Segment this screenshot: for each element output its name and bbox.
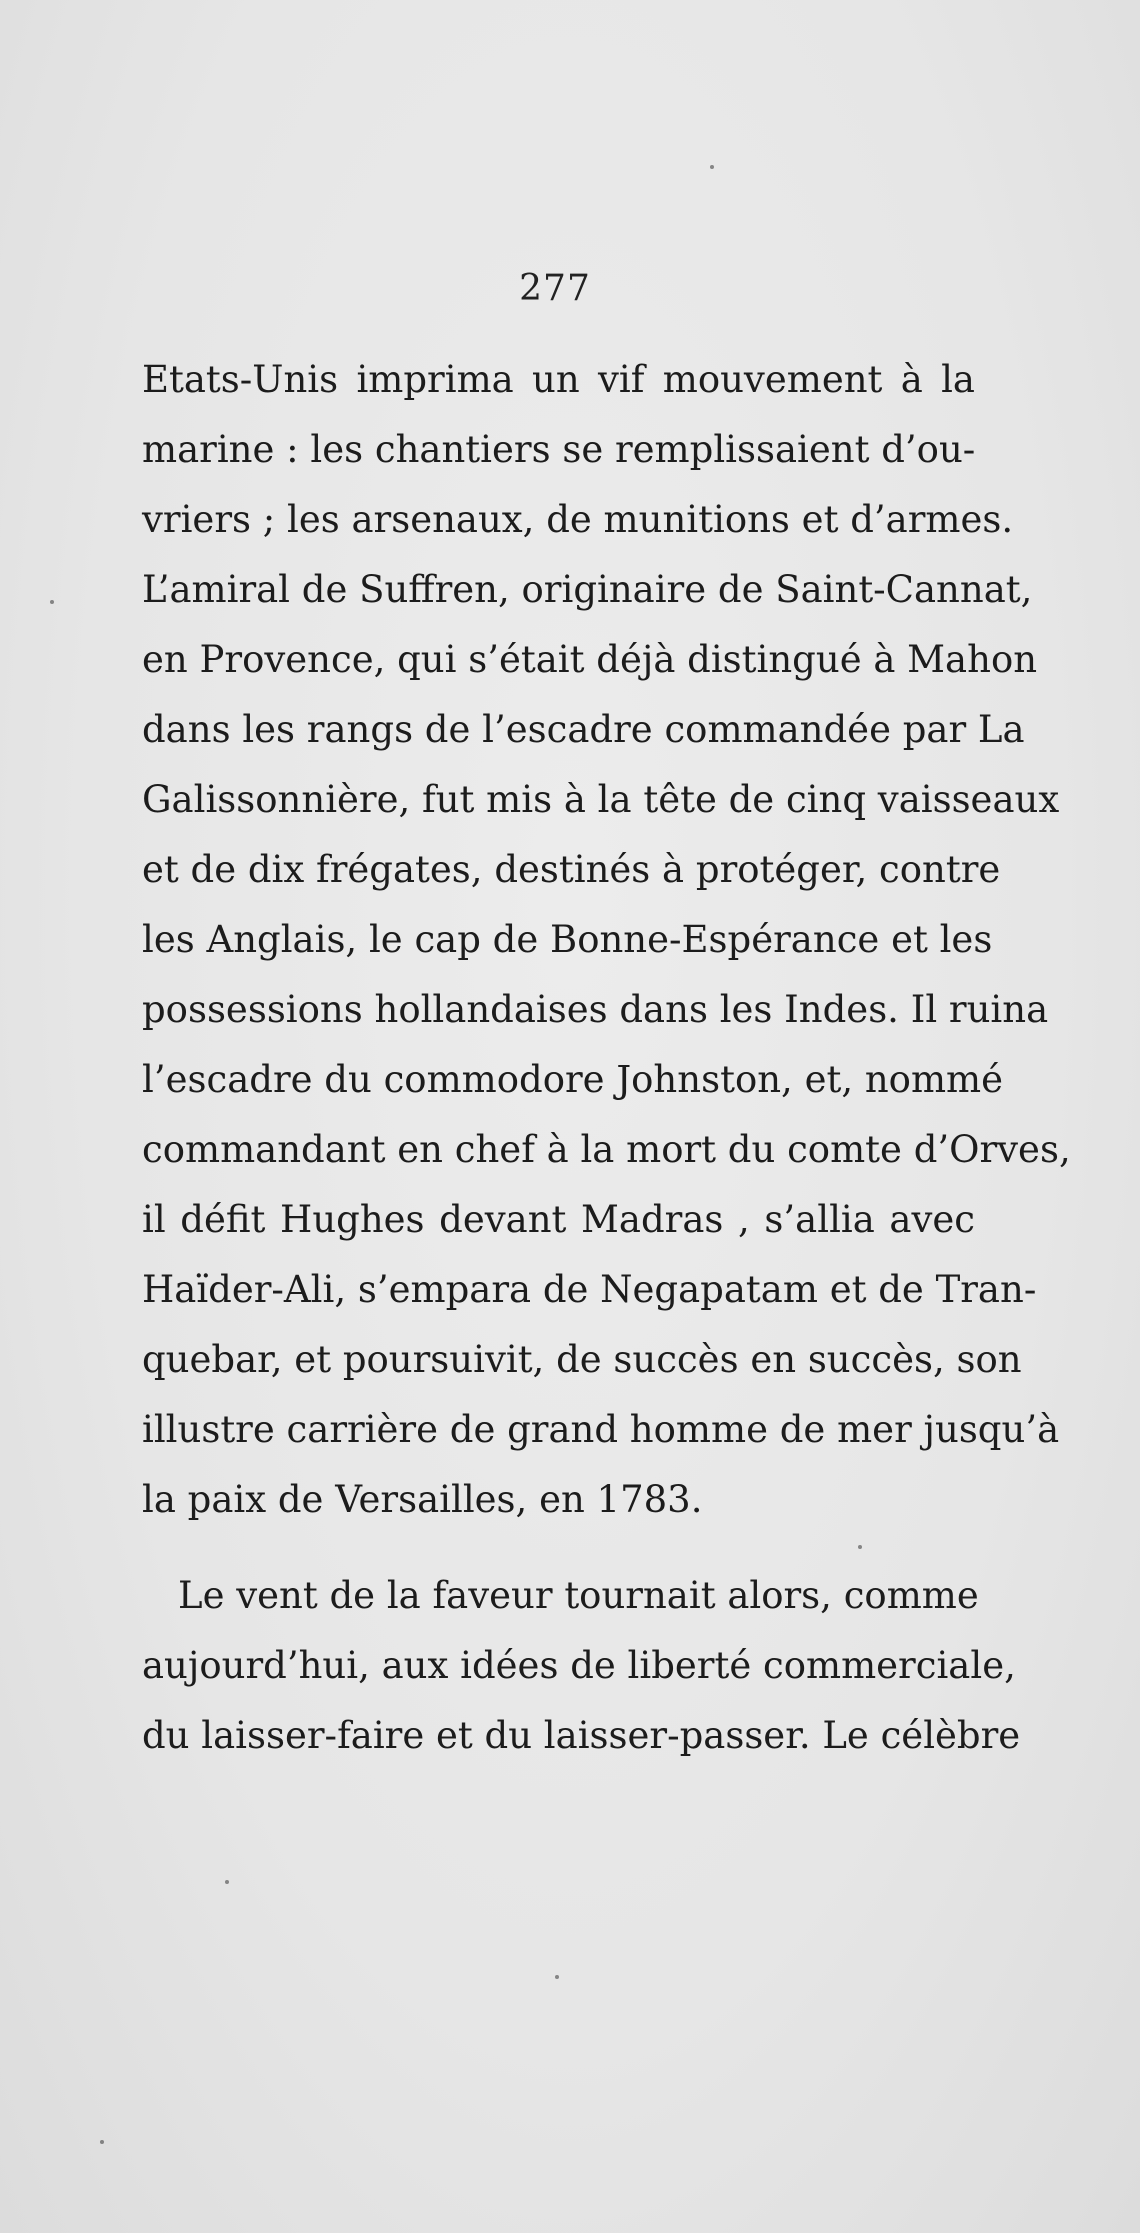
text-line: Etats-Unis imprima un vif mouvement à la [142,358,975,401]
text-line: et de dix frégates, destinés à protéger, contre [142,848,1001,891]
text-line: possessions hollandaises dans les Indes. Il ruina [142,988,1049,1031]
paper-speck [710,165,714,169]
text-line: il défit Hughes devant Madras , s’allia avec [142,1198,975,1241]
text-line: L’amiral de Suffren, originaire de Saint-Cannat, [142,568,1033,611]
text-line: illustre carrière de grand homme de mer jusqu’à [142,1408,1060,1451]
text-line: la paix de Versailles, en 1783. [142,1478,703,1521]
text-line: aujourd’hui, aux idées de liberté commerciale, [142,1644,1016,1687]
text-line: l’escadre du commodore Johnston, et, nommé [142,1058,1004,1101]
text-line: Le vent de la faveur tournait alors, comme [178,1574,979,1617]
text-line: du laisser-faire et du laisser-passer. Le célèbre [142,1714,1021,1757]
text-line: commandant en chef à la mort du comte d’Orves, [142,1128,1071,1171]
text-line: vriers ; les arsenaux, de munitions et d’armes. [142,498,1014,541]
paper-speck [555,1975,559,1979]
paragraph-gap [142,1535,975,1561]
text-line: en Provence, qui s’était déjà distingué à Mahon [142,638,1038,681]
text-line: dans les rangs de l’escadre commandée par La [142,708,1025,751]
text-line: Galissonnière, fut mis à la tête de cinq vaisseaux [142,778,1060,821]
paper-speck [50,600,54,604]
paper-speck [858,1545,862,1549]
body-text [142,345,1071,1771]
text-line: les Anglais, le cap de Bonne-Espérance et les [142,918,993,961]
paper-speck [225,1880,229,1884]
page-number: 277 [519,268,591,309]
paragraph-1 [142,345,1071,1535]
paragraph-2 [142,1561,1021,1771]
text-line: marine : les chantiers se remplissaient d’ou- [142,428,976,471]
paper-speck [100,2140,104,2144]
text-line: quebar, et poursuivit, de succès en succès, son [142,1338,1022,1381]
text-line: Haïder-Ali, s’empara de Negapatam et de Tran- [142,1268,1037,1311]
